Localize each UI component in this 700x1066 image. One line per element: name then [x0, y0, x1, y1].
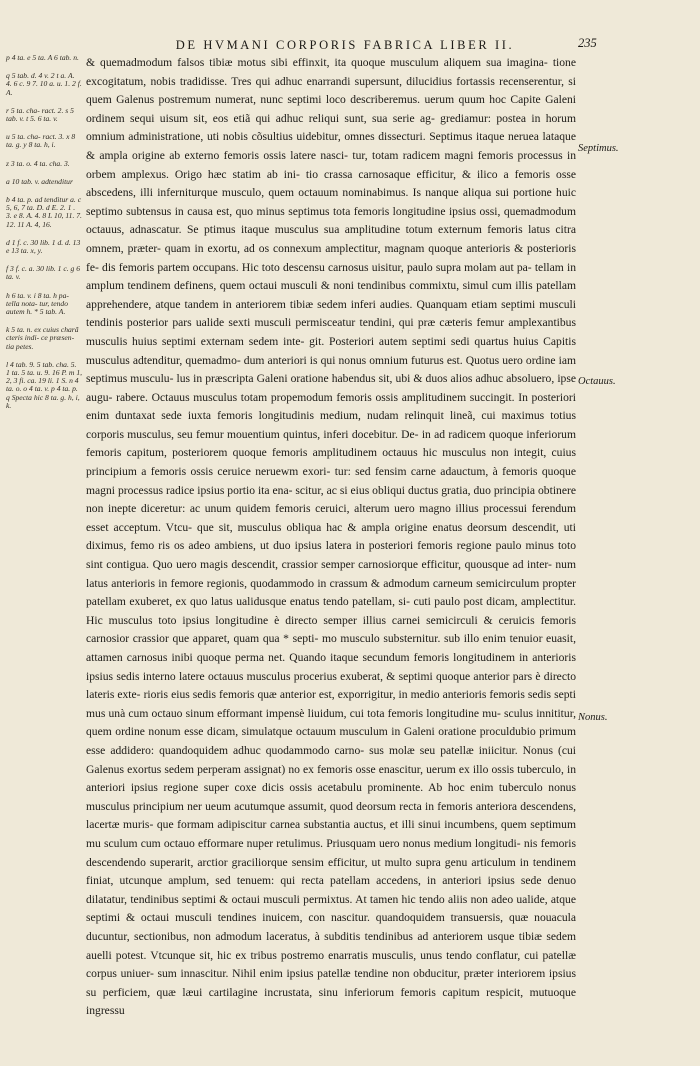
margin-note: d 1 f. c. 30 lib. 1 d. d. 13 e 13 ta. x, y. — [6, 237, 81, 256]
margin-note: b 4 ta. p. ad tenditur a. c 5, 6, 7 ta. D. d E. 2. 1 . 3. e 8. A. 4. 8 L 10, 11. 7. 12. 11 A. 4, 16. — [6, 195, 82, 229]
margin-note: k 5 ta. n. ex cuius charã cteris indi- ce præsen- tia petes. — [6, 325, 79, 351]
running-title: DE HVMANI CORPORIS FABRICA LIBER II. — [175, 38, 515, 52]
margin-note: l 4 tab. 9. 5 tab. cha. 5. 1 ta. 5 ta. u. 9. 16 P. m 1, 2, 3 fi. ca. 19 li. 1 S. n 4 ta. o. o 4 ta. v. p 4 ta. p. q Specta hic 8 ta. g. h, i, k. — [6, 359, 83, 410]
margin-note: q 5 tab. d. 4 v. 2 t a. A. 4. 6 c. 9 7. 10 a. u. 1. 2 f. A. — [6, 71, 82, 97]
body-paragraph: & quemadmodum falsos tibiæ motus sibi effinxit, ita quoque musculum aliquem sua imagina- tione excogitatum, nobis tradidisse. Tres qui adhuc enarrandi supersunt, dilucidius fortassis recenserentur, si quem Galenus postremum numerat, nunc septimi loco describeremus. uerum quum hoc Capite Galeni ordinem sequi uisum sit, eos etiã qui adhuc reliqui sunt, sua serie ag- grediamur: postea in horum omnium administratione, uti nobis cõsultius uidebitur, omnes dissecturi. Septimus itaque neruea lataque & ampla origine ab externo femoris ossis latere nasci- tur, totam radicem magni femoris processus in orbem amplexus. Origo hæc statim ab ini- tio crassa carnosaque efficitur, & ilico a femoris osse abscedens, illi inferniturque musculo, quem octauum nominabimus. Is nanque aliqua sui portione huic septimo subtensus in causa est, quo minus septimus tota femoris longitudine ipsius ossi, quemadmodum octauus, adnascatur. Se ptimus itaque musculus sua amplitudine totum externum femoris latus citra omnem, præter- quam in exortu, ad os connexum amplectitur, magnam quoque anterioris & posterioris fe- dis femoris partem occupans. Hic toto descensu carnosus uisitur, paulo supra molam aut pa- tellam in amplum tendinem definens, quem octaui musculi & noni tendinibus commixtu, simul cum illis patellam apprehendere, atque tandem in anteriorem tibiæ sedem inferi audies. Quanquam etiam septimi musculi tendinis posterior pars ualide sexti musculi permisceatur tendini, qui præ cæteris femur amplexantibus musculis huius septimi externam sedem inte- git. Posteriori autem septimi sedi quartus huius Capitis musculus adtenditur, quemadmo- dum anteriori is qui nonus omnium futurus est. Quotus uero ordine iam septimus musculu- lus in præscripta Galeni oratione habendus sit, ubi & duos alios adhuc absoluero, ipse augu- rabere. Octauus musculus totam propemodum femoris ossis amplitudinem succingit. In posteriori enim duntaxat sede iuxta femoris longitudinis medium, nudam relinquit lineã, cui maximus totius corporis musculus, seu femur mouentium quintus, inferi docebitur. De- in ad radicem quoque inferiorum femoris capitum, posteriorem quoque femoris amplitudinem octauus hic musculus non integit, cuius principium a femoris ossis ceruice neruewm exori- tur: sed fensim carne adauctum, à femoris quoque magni processus radice ipsius portio ita ena- scitur, ac si eius obliqui ductus gratia, duo principia obtinere non inepte diceretur: ac unum quidem femoris ceruici, alterum uero magno illius processui ferendum esset acceptum. Vtcu- que sit, musculus obliqua hac & ampla origine enatus deorsum descendit, uti diximus, femo ris os adeo ambiens, ut duo ipsius latera in posteriori femoris regione paulo minus toto sint contigua. Quo uero magis descendit, crassior semper carnosiorque efficitur, quousque ad inter- num latus anterioris in femore regionis, quodammodo in crassum & admodum carneum semicirculum propter patellam exuberet, ex quo latus ualidusque enatus tendo patellam, si- cuti paulo post dicam, amplectitur. Hic musculus toto ipsius longitudine è directo semper illius carnei semicirculi & ceruicis femoris carnosior crassior que apparet, quam qua * septi- mo musculo substernitur. sub illo enim tenuior euasit, attamen carnosus inibi quoque perma net. Quando itaque secundum femoris longitudinem in anterioris ipsius sedis interno latere octauus musculus procerius exuberat, & septimi quoque anterior pars è directo lateris exte- rioris eius sedis femoris quæ anterior est, exporrigitur, in medio anterioris femoris sedis septi mus unà cum octauo sinum efformant impensè liuidum, cui tota femoris longitudine mu- sculus innititur, quem ordine nonum esse dicam, simulatque octauum musculum in Galeni oratione proculdubio primum esse addidero: quandoquidem adhuc quodammodo carno- sus molæ seu patellæ iniicitur. Nonus (cui Galenus exortus sedem perperam assignat) no ex femoris osse enascitur, uerum ex illo ossis tuberculo, in anteriori ipsius regione super coxe dicis ossis acetabulu prominente. Ab hoc enim tuberculo nonus musculus principium ner ueum acutumque assumit, quod deorsum recta in femoris anteriora descendens, lacertæ muris- que formam adipiscitur carnea substantia auctus, et illi sinui incumbens, quem septimum mu sculum cum octauo efformare nuper retulimus. Priusquam uero nonus medium longitudi- nis femoris descendendo superarit, arctior graciliorque sensim efficitur, ut multo supra genu articulum in tendinem finiat, utcunque amplum, sed tenuem: qui recta patellam accedens, in anteriori ipsius sede denuo dilatatur, tendinibus septimi & octaui musculi permixtus. At tamen hic tendo aliis non adeo ualide, atque septimi & octaui musculi tendines inuicem, con nascitur. quandoquidem transuersis, quæ nouacula ducuntur, sectionibus, non admodum laceratus, à subditis tendinibus ad anteriorem usque tibiæ sedem auelli potest. Vtcunque sit, hic ex tribus postremo enarratis musculis, unus tendo conflatur, cui patellæ corpus uniuer- sum innascitur. Nihil enim ipsius patellæ tendine non obducitur, præter interiorem ipsius su perficiem, quæ læui cartilagine incrustata, sinu inferiorum femoris capitum respicit, mutuoque ingressu — [86, 56, 576, 1018]
margin-note: z 3 ta. o. 4 ta. cha. 3. — [6, 158, 70, 168]
side-heading-nonus: Nonus. — [578, 712, 608, 723]
margin-note: p 4 ta. e 5 ta. A 6 tab. n. — [6, 53, 79, 62]
margin-note: r 5 ta. cha- ract. 2. s 5 tab. v. t 5. 6 ta. v. — [6, 105, 74, 124]
main-text-column — [86, 54, 576, 1021]
left-margin-notes — [6, 54, 82, 420]
margin-note: u 5 ta. cha- ract. 3. x 8 ta. g. y 8 ta. h, i. — [6, 132, 76, 150]
side-heading-septimus: Septimus. — [578, 143, 619, 154]
page-number: 235 — [578, 36, 597, 50]
margin-note: f 3 f. c. a. 30 lib. 1 c. g 6 ta. v. — [6, 264, 81, 282]
margin-note: a 10 tab. v. adtenditur — [6, 176, 73, 186]
margin-note: h 6 ta. v. i 8 ta. h pa- tella nota- tur, tendo autem h. * 5 tab. A. — [6, 290, 69, 317]
side-heading-octauus: Octauus. — [578, 376, 616, 387]
